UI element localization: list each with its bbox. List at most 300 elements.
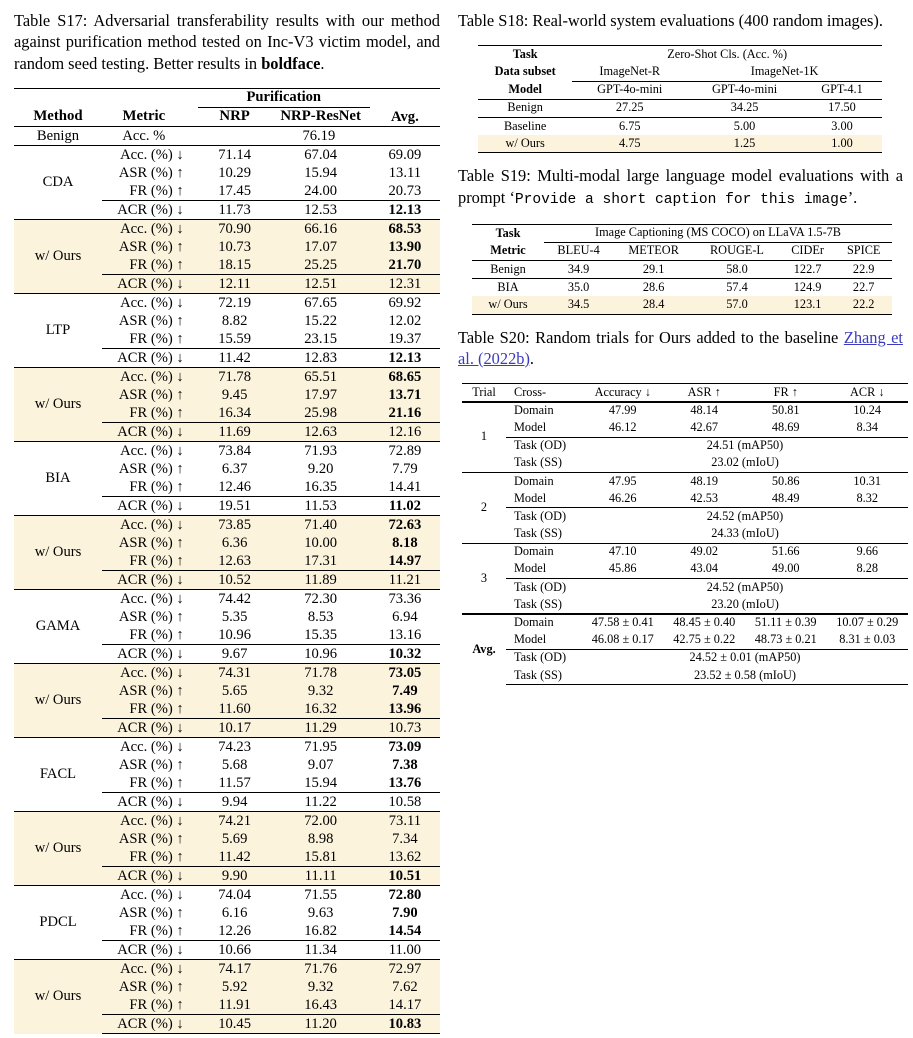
cell-value: 1.25 <box>687 135 802 153</box>
cell-value: 22.2 <box>835 296 892 314</box>
header-task-label: Task <box>478 46 572 64</box>
metric-label: Acc. (%) ↓ <box>102 146 198 165</box>
table-s18-header-task-row <box>478 46 882 64</box>
metric-label: ASR (%) ↑ <box>118 386 184 403</box>
row-label-task-od: Task (OD) <box>506 649 582 667</box>
metric-label: Acc. (%) ↓ <box>102 294 198 313</box>
cell-nrp-resnet: 67.65 <box>271 294 369 313</box>
s19-caption-lead: Table S19: Multi-modal large language model evaluations with a prompt ‘ <box>458 166 903 207</box>
row-label-model: Model <box>514 561 547 576</box>
header-method: Method <box>33 108 83 125</box>
cell-nrp-resnet: 17.07 <box>304 238 338 255</box>
cell-value: 46.26 <box>608 490 637 505</box>
cell-nrp-resnet: 24.00 <box>304 182 338 199</box>
cell-nrp: 74.42 <box>198 590 272 609</box>
cell-avg: 69.92 <box>370 294 440 313</box>
benign-metric: Acc. % <box>102 127 198 146</box>
cell-nrp-resnet: 8.98 <box>307 830 334 847</box>
metric-label: FR (%) ↑ <box>129 404 184 421</box>
cell-nrp: 15.59 <box>218 330 252 347</box>
header-trial: Trial <box>462 384 506 402</box>
cell-nrp: 9.45 <box>221 386 248 403</box>
cell-nrp-resnet: 11.29 <box>271 719 369 738</box>
table-row-task-ss <box>462 667 908 685</box>
cell-nrp-resnet: 72.30 <box>271 590 369 609</box>
cell-nrp: 18.15 <box>218 256 252 273</box>
cell-value: 34.9 <box>544 261 613 279</box>
cell-nrp-resnet: 9.20 <box>307 460 334 477</box>
trial-label: Avg. <box>462 614 506 685</box>
row-label-domain: Domain <box>506 614 582 632</box>
cell-nrp: 74.21 <box>198 812 272 831</box>
cell-nrp-resnet: 10.96 <box>271 645 369 664</box>
cell-avg: 12.31 <box>370 275 440 294</box>
cell-nrp-resnet: 67.04 <box>271 146 369 165</box>
cell-value: 50.86 <box>745 473 827 491</box>
row-label-model: Model <box>514 490 547 505</box>
row-label: BIA <box>472 279 544 297</box>
citation-link-zhang[interactable]: Zhang et al. (2022b) <box>458 327 903 368</box>
cell-avg: 14.97 <box>388 552 422 569</box>
cell-task-od-value: 24.52 ± 0.01 (mAP50) <box>582 649 908 667</box>
metric-label: Acc. (%) ↓ <box>102 664 198 683</box>
cell-nrp-resnet: 71.40 <box>271 516 369 535</box>
cell-avg: 14.17 <box>388 996 422 1013</box>
header-acr: ACR ↓ <box>827 384 909 402</box>
metric-label: FR (%) ↑ <box>129 774 184 791</box>
cell-nrp: 9.67 <box>198 645 272 664</box>
header-model-gpt41: GPT-4.1 <box>821 82 863 97</box>
table-s20-header-row <box>462 384 908 402</box>
row-label: Benign <box>472 261 544 279</box>
method-label: w/ Ours <box>14 664 102 738</box>
cell-nrp-resnet: 12.53 <box>271 201 369 220</box>
cell-nrp-resnet: 9.32 <box>307 682 334 699</box>
cell-nrp: 10.29 <box>218 164 252 181</box>
cell-value: 48.49 <box>771 490 800 505</box>
table-row-model <box>462 632 908 650</box>
cell-value: 46.12 <box>608 420 637 435</box>
cell-avg: 69.09 <box>370 146 440 165</box>
method-label: w/ Ours <box>14 368 102 442</box>
cell-value: 17.50 <box>802 99 882 117</box>
metric-label: ASR (%) ↑ <box>118 460 184 477</box>
table-row <box>478 118 882 136</box>
row-label-task-od: Task (OD) <box>506 579 582 597</box>
cell-nrp-resnet: 15.22 <box>304 312 338 329</box>
header-model-gpt4o-mini-r: GPT-4o-mini <box>597 82 663 97</box>
cell-avg: 73.11 <box>370 812 440 831</box>
cell-value: 50.81 <box>745 402 827 420</box>
header-metric-cider: CIDEr <box>791 243 825 258</box>
cell-avg: 13.62 <box>388 848 422 865</box>
row-label-task-od: Task (OD) <box>506 508 582 526</box>
cell-nrp: 74.04 <box>198 886 272 905</box>
cell-task-ss-value: 24.33 (mIoU) <box>711 526 779 541</box>
cell-value: 27.25 <box>572 99 687 117</box>
cell-nrp-resnet: 71.78 <box>271 664 369 683</box>
cell-value: 49.02 <box>664 543 746 561</box>
metric-label: FR (%) ↑ <box>129 848 184 865</box>
cell-nrp: 12.26 <box>218 922 252 939</box>
cell-value: 5.00 <box>687 118 802 136</box>
header-avg: Avg. <box>370 88 440 126</box>
cell-avg: 19.37 <box>388 330 422 347</box>
cell-value: 22.9 <box>835 261 892 279</box>
cell-nrp-resnet: 11.11 <box>271 867 369 886</box>
cell-nrp: 11.73 <box>198 201 272 220</box>
table-s20 <box>462 383 908 685</box>
cell-avg: 73.09 <box>370 738 440 757</box>
cell-nrp-resnet: 12.63 <box>271 423 369 442</box>
cell-value: 47.58 ± 0.41 <box>582 614 664 632</box>
left-column <box>0 0 452 1034</box>
cell-task-ss-value: 23.02 (mIoU) <box>711 455 779 470</box>
cell-nrp-resnet: 9.07 <box>307 756 334 773</box>
cell-avg: 12.02 <box>388 312 422 329</box>
s19-caption-tail: ’. <box>847 187 858 207</box>
header-subset-imagenet-r: ImageNet-R <box>572 64 687 82</box>
cell-value: 58.0 <box>694 261 780 279</box>
table-row-domain <box>462 402 908 420</box>
cell-nrp-resnet: 66.16 <box>271 220 369 239</box>
cell-value: 47.95 <box>582 473 664 491</box>
cell-nrp: 10.66 <box>198 941 272 960</box>
table-s17-caption <box>14 10 440 74</box>
header-metric: Metric <box>122 108 166 125</box>
method-label: w/ Ours <box>14 960 102 1034</box>
cell-value: 49.00 <box>771 561 800 576</box>
metric-label: ACR (%) ↓ <box>102 719 198 738</box>
cell-nrp: 11.69 <box>198 423 272 442</box>
row-label-domain: Domain <box>506 543 582 561</box>
metric-label: Acc. (%) ↓ <box>102 886 198 905</box>
method-label: w/ Ours <box>14 220 102 294</box>
cell-nrp: 11.42 <box>198 349 272 368</box>
row-label: w/ Ours <box>478 135 572 153</box>
caption-bold-word: boldface <box>261 53 321 73</box>
header-accuracy: Accuracy ↓ <box>582 384 664 402</box>
table-row <box>14 738 440 757</box>
metric-label: ACR (%) ↓ <box>102 1015 198 1034</box>
row-label-domain: Domain <box>506 402 582 420</box>
metric-label: ACR (%) ↓ <box>102 275 198 294</box>
header-asr: ASR ↑ <box>664 384 746 402</box>
cell-avg: 10.51 <box>370 867 440 886</box>
table-row <box>14 664 440 683</box>
table-row-domain <box>462 543 908 561</box>
table-row-task-od <box>462 437 908 455</box>
metric-label: ACR (%) ↓ <box>102 941 198 960</box>
cell-value: 48.69 <box>771 420 800 435</box>
cell-nrp-resnet: 8.53 <box>307 608 334 625</box>
cell-avg: 11.02 <box>370 497 440 516</box>
cell-nrp: 8.82 <box>221 312 248 329</box>
row-label-task-ss: Task (SS) <box>514 526 562 541</box>
cell-value: 48.19 <box>664 473 746 491</box>
cell-task-ss-value: 23.20 (mIoU) <box>711 596 779 611</box>
cell-nrp: 71.14 <box>198 146 272 165</box>
table-row-model <box>462 490 908 508</box>
cell-avg: 13.16 <box>388 626 422 643</box>
cell-nrp-resnet: 16.35 <box>304 478 338 495</box>
table-row-task-ss <box>462 596 908 614</box>
cell-avg: 10.83 <box>370 1015 440 1034</box>
cell-avg: 10.73 <box>370 719 440 738</box>
cell-nrp-resnet: 71.76 <box>271 960 369 979</box>
spacer-1 <box>458 153 903 165</box>
cell-value: 48.73 ± 0.21 <box>754 632 817 647</box>
cell-value: 35.0 <box>544 279 613 297</box>
method-label: GAMA <box>14 590 102 664</box>
metric-label: Acc. (%) ↓ <box>102 220 198 239</box>
cell-avg: 8.18 <box>392 534 418 551</box>
metric-label: ACR (%) ↓ <box>102 867 198 886</box>
table-row <box>478 99 882 117</box>
cell-avg: 20.73 <box>388 182 422 199</box>
table-row <box>14 220 440 239</box>
cell-nrp: 10.52 <box>198 571 272 590</box>
table-row <box>14 516 440 535</box>
cell-avg: 68.65 <box>370 368 440 387</box>
cell-nrp-resnet: 12.83 <box>271 349 369 368</box>
cell-nrp-resnet: 11.53 <box>271 497 369 516</box>
metric-label: Acc. (%) ↓ <box>102 590 198 609</box>
cell-value: 57.4 <box>694 279 780 297</box>
header-spacer <box>102 88 198 107</box>
table-row-benign <box>14 127 440 146</box>
cell-nrp: 19.51 <box>198 497 272 516</box>
table-s18-header-subset-row <box>478 64 882 82</box>
cell-nrp-resnet: 15.81 <box>304 848 338 865</box>
trial-label: 3 <box>462 543 506 614</box>
metric-label: Acc. (%) ↓ <box>102 442 198 461</box>
metric-label: ASR (%) ↑ <box>118 682 184 699</box>
caption-tail-text: . <box>320 53 325 73</box>
cell-avg: 10.32 <box>370 645 440 664</box>
cell-value: 47.99 <box>582 402 664 420</box>
cell-nrp-resnet: 9.63 <box>307 904 334 921</box>
cell-value: 10.31 <box>827 473 909 491</box>
cell-nrp: 10.73 <box>218 238 252 255</box>
cell-avg: 72.97 <box>370 960 440 979</box>
cell-value: 43.04 <box>690 561 719 576</box>
header-metric-meteor: METEOR <box>628 243 679 258</box>
cell-value: 29.1 <box>613 261 694 279</box>
cell-nrp: 5.65 <box>221 682 248 699</box>
cell-nrp: 17.45 <box>218 182 252 199</box>
cell-avg: 7.49 <box>392 682 418 699</box>
cell-avg: 72.89 <box>370 442 440 461</box>
table-row-task-od <box>462 508 908 526</box>
cell-avg: 72.80 <box>370 886 440 905</box>
cell-value: 8.28 <box>856 561 879 576</box>
cell-nrp-resnet: 71.55 <box>271 886 369 905</box>
cell-nrp: 11.91 <box>218 996 251 1013</box>
table-s19-caption <box>458 165 903 209</box>
metric-label: FR (%) ↑ <box>129 330 184 347</box>
metric-label: ASR (%) ↑ <box>118 830 184 847</box>
metric-label: FR (%) ↑ <box>129 182 184 199</box>
metric-label: Acc. (%) ↓ <box>102 516 198 535</box>
cell-value: 8.34 <box>856 420 879 435</box>
cell-nrp: 74.31 <box>198 664 272 683</box>
table-s17 <box>14 88 440 1034</box>
trial-label: 1 <box>462 402 506 473</box>
cell-value: 28.4 <box>613 296 694 314</box>
table-s19-header-metric-row <box>472 242 892 260</box>
cell-value: 42.67 <box>690 420 719 435</box>
table-row <box>14 886 440 905</box>
cell-value: 42.53 <box>690 490 719 505</box>
cell-avg: 12.13 <box>370 201 440 220</box>
cell-task-ss-value: 23.52 ± 0.58 (mIoU) <box>582 667 908 685</box>
cell-avg: 73.36 <box>370 590 440 609</box>
row-label-task-ss: Task (SS) <box>506 667 582 685</box>
table-s18 <box>478 45 882 153</box>
method-label: FACL <box>14 738 102 812</box>
s20-caption-lead: Table S20: Random trials for Ours added to the baseline <box>458 327 844 347</box>
metric-label: ACR (%) ↓ <box>102 201 198 220</box>
cell-nrp: 10.17 <box>198 719 272 738</box>
cell-nrp: 5.69 <box>221 830 248 847</box>
metric-label: ASR (%) ↑ <box>118 756 184 773</box>
metric-label: ACR (%) ↓ <box>102 423 198 442</box>
row-label-task-ss: Task (SS) <box>514 455 562 470</box>
table-row <box>14 442 440 461</box>
header-subset-imagenet-1k: ImageNet-1K <box>687 64 882 82</box>
cell-value: 28.6 <box>613 279 694 297</box>
cell-avg: 21.70 <box>388 256 422 273</box>
table-row <box>14 146 440 165</box>
metric-label: Acc. (%) ↓ <box>102 368 198 387</box>
table-row-domain <box>462 473 908 491</box>
row-label: w/ Ours <box>472 296 544 314</box>
table-s18-header-model-row <box>478 81 882 99</box>
benign-value: 76.19 <box>198 127 440 146</box>
cell-value: 10.24 <box>827 402 909 420</box>
cell-nrp-resnet: 11.89 <box>271 571 369 590</box>
table-row <box>472 279 892 297</box>
table-row-model <box>462 561 908 579</box>
cell-avg: 73.05 <box>370 664 440 683</box>
cell-nrp-resnet: 65.51 <box>271 368 369 387</box>
caption-lead-text: Table S17: Adversarial transferability results with our method against purification method tested on Inc-V3 victim model, and random seed testing. Better results in <box>14 11 440 73</box>
table-s18-caption: Table S18: Real-world system evaluations (400 random images). <box>458 11 883 30</box>
cell-nrp-resnet: 16.32 <box>304 700 338 717</box>
cell-value: 46.08 ± 0.17 <box>591 632 654 647</box>
method-label: CDA <box>14 146 102 220</box>
cell-nrp-resnet: 11.34 <box>271 941 369 960</box>
table-row <box>14 368 440 387</box>
cell-nrp: 5.68 <box>221 756 248 773</box>
cell-value: 3.00 <box>802 118 882 136</box>
cell-task-od-value: 24.51 (mAP50) <box>582 437 908 455</box>
s19-prompt-text: Provide a short caption for this image <box>514 191 848 208</box>
cell-nrp: 9.94 <box>198 793 272 812</box>
cell-nrp: 73.84 <box>198 442 272 461</box>
metric-label: FR (%) ↑ <box>129 626 184 643</box>
cell-nrp: 12.63 <box>218 552 252 569</box>
metric-label: ACR (%) ↓ <box>102 349 198 368</box>
metric-label: ASR (%) ↑ <box>118 904 184 921</box>
row-label-task-ss: Task (SS) <box>514 596 562 611</box>
cell-nrp-resnet: 72.00 <box>271 812 369 831</box>
cell-nrp-resnet: 15.94 <box>304 164 338 181</box>
table-row <box>14 960 440 979</box>
cell-nrp: 74.17 <box>198 960 272 979</box>
cell-nrp: 6.36 <box>221 534 248 551</box>
method-label: PDCL <box>14 886 102 960</box>
cell-value: 34.25 <box>687 99 802 117</box>
cell-avg: 72.63 <box>370 516 440 535</box>
metric-label: ACR (%) ↓ <box>102 571 198 590</box>
cell-value: 124.9 <box>780 279 836 297</box>
cell-value: 51.11 ± 0.39 <box>745 614 827 632</box>
header-spacer <box>14 88 102 107</box>
cell-nrp-resnet: 25.25 <box>304 256 338 273</box>
s20-caption-tail: . <box>529 348 535 368</box>
table-row <box>478 135 882 153</box>
row-label-model: Model <box>514 632 547 647</box>
table-row-task-od <box>462 579 908 597</box>
cell-value: 8.32 <box>856 490 879 505</box>
cell-avg: 13.11 <box>388 164 422 181</box>
table-row <box>472 261 892 279</box>
cell-value: 22.7 <box>835 279 892 297</box>
table-row <box>14 590 440 609</box>
benign-label: Benign <box>14 127 102 146</box>
cell-value: 34.5 <box>544 296 613 314</box>
cell-nrp-resnet: 23.15 <box>304 330 338 347</box>
cell-avg: 21.16 <box>388 404 422 421</box>
metric-label: FR (%) ↑ <box>129 552 184 569</box>
row-label-model: Model <box>514 420 547 435</box>
cell-avg: 68.53 <box>370 220 440 239</box>
cell-avg: 13.96 <box>388 700 422 717</box>
cell-nrp: 74.23 <box>198 738 272 757</box>
cell-avg: 10.58 <box>370 793 440 812</box>
cell-avg: 14.54 <box>388 922 422 939</box>
metric-label: ACR (%) ↓ <box>102 793 198 812</box>
cell-value: 4.75 <box>572 135 687 153</box>
table-row-model <box>462 420 908 438</box>
cell-nrp: 5.35 <box>221 608 248 625</box>
cell-nrp: 12.46 <box>218 478 252 495</box>
header-subset-label: Data subset <box>494 64 556 79</box>
cell-nrp-resnet: 16.82 <box>304 922 338 939</box>
metric-label: ASR (%) ↑ <box>118 238 184 255</box>
metric-label: FR (%) ↑ <box>129 922 184 939</box>
header-metric-rouge-l: ROUGE-L <box>709 243 764 258</box>
cell-avg: 12.13 <box>370 349 440 368</box>
cell-nrp: 11.60 <box>218 700 251 717</box>
cell-nrp-resnet: 15.94 <box>304 774 338 791</box>
metric-label: Acc. (%) ↓ <box>102 738 198 757</box>
cell-nrp-resnet: 12.51 <box>271 275 369 294</box>
cell-avg: 6.94 <box>392 608 418 625</box>
cell-value: 48.14 <box>664 402 746 420</box>
cell-avg: 14.41 <box>388 478 422 495</box>
table-row-task-od <box>462 649 908 667</box>
cell-nrp-resnet: 17.97 <box>304 386 338 403</box>
metric-label: Acc. (%) ↓ <box>102 812 198 831</box>
header-model-gpt4o-mini-1k: GPT-4o-mini <box>712 82 778 97</box>
table-row <box>14 812 440 831</box>
metric-label: ASR (%) ↑ <box>118 312 184 329</box>
method-label: LTP <box>14 294 102 368</box>
metric-label: ASR (%) ↑ <box>118 164 184 181</box>
